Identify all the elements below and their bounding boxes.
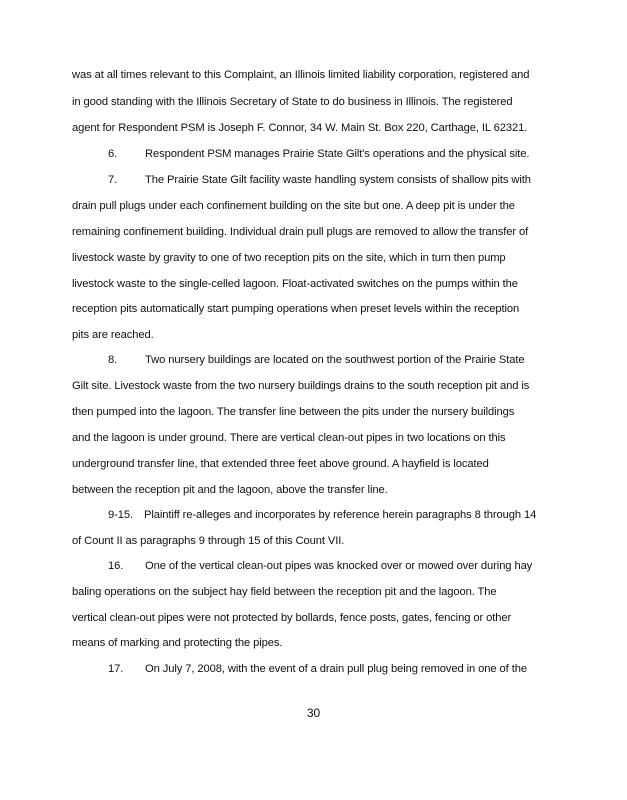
text-line-7: remaining confinement building. Individual drain pull plugs are removed to allow the transfer of bbox=[72, 226, 529, 238]
text-line-3: agent for Respondent PSM is Joseph F. Connor, 34 W. Main St. Box 220, Carthage, IL 62321. bbox=[72, 122, 528, 134]
text-line-4: Respondent PSM manages Prairie State Gilt's operations and the physical site. bbox=[145, 148, 530, 160]
text-line-23: means of marking and protecting the pipes. bbox=[72, 637, 283, 649]
text-line-2: in good standing with the Illinois Secretary of State to do business in Illinois. The registered bbox=[72, 96, 513, 108]
text-line-9: livestock waste to the single-celled lagoon. Float-activated switches on the pumps within the bbox=[72, 278, 518, 290]
text-line-18: Plaintiff re-alleges and incorporates by reference herein paragraphs 8 through 14 bbox=[144, 509, 537, 521]
text-line-16: underground transfer line, that extended three feet above ground. A hayfield is located bbox=[72, 458, 489, 470]
text-line-10: reception pits automatically start pumping operations when preset levels within the reception bbox=[72, 303, 520, 315]
text-line-22: vertical clean-out pipes were not protected by bollards, fence posts, gates, fencing or other bbox=[72, 612, 512, 624]
paragraph-number-8: 8. bbox=[108, 354, 118, 366]
paragraph-17 bbox=[108, 662, 527, 676]
text-line-19: of Count II as paragraphs 9 through 15 of this Count VII. bbox=[72, 535, 345, 547]
text-line-8: livestock waste by gravity to one of two reception pits on the site, which in turn then pump bbox=[72, 252, 506, 264]
paragraph-number-7: 7. bbox=[108, 174, 118, 186]
text-line-24: On July 7, 2008, with the event of a drain pull plug being removed in one of the bbox=[145, 663, 527, 675]
text-line-6: drain pull plugs under each confinement building on the site but one. A deep pit is under the bbox=[72, 200, 515, 212]
paragraph-number-17: 17. bbox=[108, 663, 124, 675]
text-line-15: and the lagoon is under ground. There are vertical clean-out pipes in two locations on this bbox=[72, 432, 506, 444]
paragraph-16 bbox=[108, 559, 532, 573]
paragraph-8 bbox=[108, 353, 525, 367]
paragraph-number-16: 16. bbox=[108, 560, 124, 572]
paragraph-7 bbox=[108, 173, 531, 187]
text-line-11: pits are reached. bbox=[72, 329, 154, 341]
paragraph-6 bbox=[108, 147, 529, 161]
text-line-1: was at all times relevant to this Complaint, an Illinois limited liability corporation, registered and bbox=[72, 69, 530, 81]
text-line-14: then pumped into the lagoon. The transfer line between the pits under the nursery buildings bbox=[72, 406, 515, 418]
text-line-5: The Prairie State Gilt facility waste handling system consists of shallow pits with bbox=[145, 174, 531, 186]
text-line-20: One of the vertical clean-out pipes was knocked over or mowed over during hay bbox=[145, 560, 533, 572]
text-line-13: Gilt site. Livestock waste from the two nursery buildings drains to the south reception pit and is bbox=[72, 380, 530, 392]
text-line-21: baling operations on the subject hay field between the reception pit and the lagoon. The bbox=[72, 586, 497, 598]
page-number: 30 bbox=[306, 706, 321, 720]
text-line-12: Two nursery buildings are located on the southwest portion of the Prairie State bbox=[145, 354, 525, 366]
text-line-17: between the reception pit and the lagoon, above the transfer line. bbox=[72, 484, 388, 496]
paragraph-9-15 bbox=[108, 508, 536, 522]
paragraph-number-9-15: 9-15. bbox=[108, 509, 133, 521]
paragraph-number-6: 6. bbox=[108, 148, 118, 160]
